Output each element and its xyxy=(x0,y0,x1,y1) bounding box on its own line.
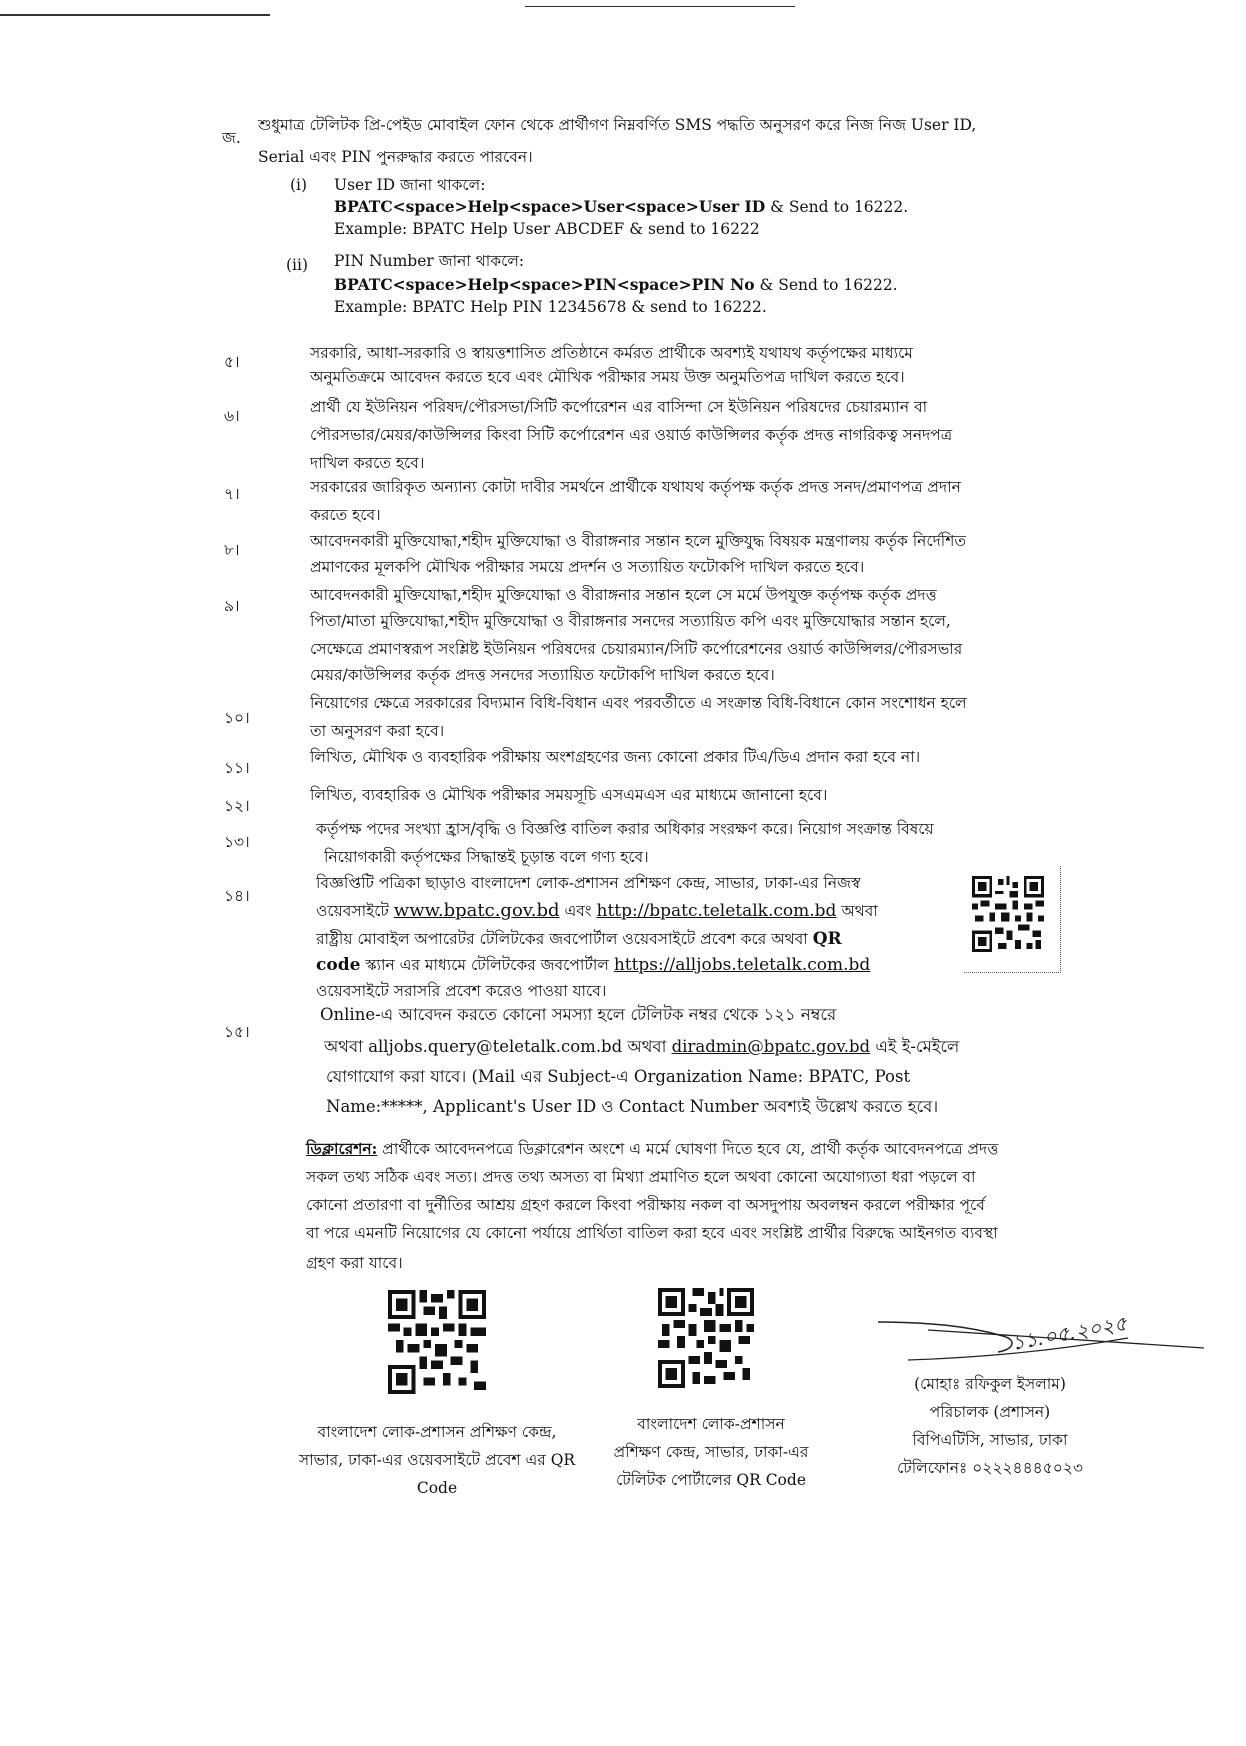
item-14-text: রাষ্ট্রীয় মোবাইল অপারেটর টেলিটকের জবপোর্টাল ওয়েবসাইটে প্রবেশ করে অথবা xyxy=(316,930,813,948)
declaration-label: ডিক্লারেশন: xyxy=(306,1139,378,1158)
item-line: নিয়োগের ক্ষেত্রে সরকারের বিদ্যমান বিধি-বিধান এবং পরবর্তীতে এ সংক্রান্ত বিধি-বিধানে কোন সংশোধন হলে xyxy=(310,694,967,712)
sms-item-i-heading: User ID জানা থাকলে: xyxy=(334,176,486,194)
item-line: সেক্ষেত্রে প্রমাণস্বরূপ সংশ্লিষ্ট ইউনিয়ন পরিষদের চেয়ারম্যান/সিটি কর্পোরেশনের ওয়ার্ড কাউন্সিলর/পৌরসভার xyxy=(310,640,963,658)
item-15-line-2 xyxy=(324,1036,959,1058)
item-line: প্রার্থী যে ইউনিয়ন পরিষদ/পৌরসভা/সিটি কর্পোরেশন এর বাসিন্দা সে ইউনিয়ন পরিষদের চেয়ারম্যান বা xyxy=(310,398,928,416)
declaration-line-5: গ্রহণ করা যাবে। xyxy=(306,1254,403,1272)
item-number: ১১। xyxy=(224,759,250,777)
scan-artifact-line xyxy=(525,6,795,7)
item-14-text: ওয়েবসাইটে xyxy=(316,902,394,920)
caption-line: প্রশিক্ষণ কেন্দ্র, সাভার, ঢাকা-এর xyxy=(613,1443,809,1461)
sms-item-i-command-suffix: & Send to 16222. xyxy=(765,198,909,216)
item-line: লিখিত, ব্যবহারিক ও মৌখিক পরীক্ষার সময়সূচি এসএমএস এর মাধ্যমে জানানো হবে। xyxy=(310,786,828,804)
item-15-line-3: যোগাযোগ করা যাবে। (Mail এর Subject-এ Organization Name: BPATC, Post xyxy=(326,1067,911,1086)
item-15-text: এই ই-মেইলে xyxy=(870,1037,960,1056)
item-14-bold: code xyxy=(316,955,361,975)
signatory-phone: টেলিফোনঃ ০২২২৪৪৪৫০২৩ xyxy=(897,1459,1083,1477)
item-line: পৌরসভার/মেয়র/কাউন্সিলর কিংবা সিটি কর্পোরেশন এর ওয়ার্ড কাউন্সিলর কর্তৃক প্রদত্ত নাগরিকত্ব সনদপত্র xyxy=(310,426,953,444)
item-line: অনুমতিক্রমে আবেদন করতে হবে এবং মৌখিক পরীক্ষার সময় উক্ত অনুমতিপত্র দাখিল করতে হবে। xyxy=(310,368,905,386)
teletalk-qr-code-small[interactable] xyxy=(972,876,1044,952)
bpatc-qr-caption xyxy=(282,1418,592,1502)
item-line: প্রমাণকের মূলকপি মৌখিক পরীক্ষার সময়ে প্রদর্শন ও সত্যায়িত ফটোকপি দাখিল করতে হবে। xyxy=(310,558,865,576)
qr-code-icon xyxy=(658,1288,754,1388)
declaration-line-1 xyxy=(306,1138,998,1160)
sms-item-i-command xyxy=(334,196,908,218)
sms-item-ii-example: Example: BPATC Help PIN 12345678 & send to 16222. xyxy=(334,298,767,316)
declaration-text: প্রার্থীকে আবেদনপত্রে ডিক্লারেশন অংশে এ মর্মে ঘোষণা দিতে হবে যে, প্রার্থী কর্তৃক আবেদনপত্রে প্রদত্ত xyxy=(377,1140,999,1158)
alljobs-teletalk-link[interactable]: https://alljobs.teletalk.com.bd xyxy=(613,955,871,975)
item-14-text: অথবা xyxy=(836,902,878,920)
signatory-title: পরিচালক (প্রশাসন) xyxy=(929,1403,1051,1421)
item-number: ৭। xyxy=(224,485,240,503)
declaration-line-3: কোনো প্রতারণা বা দুর্নীতির আশ্রয় গ্রহণ করলে কিংবা পরীক্ষায় নকল বা অসদুপায় অবলম্বন করলে পরীক্ষার পূর্বে xyxy=(306,1196,985,1214)
signatory-block xyxy=(890,1370,1090,1482)
item-number: ৫। xyxy=(224,353,240,371)
item-line: তা অনুসরণ করা হবে। xyxy=(310,722,445,740)
caption-line: বাংলাদেশ লোক-প্রশাসন xyxy=(637,1415,785,1433)
diradmin-email-link[interactable]: diradmin@bpatc.gov.bd xyxy=(671,1037,871,1056)
item-number: ৯। xyxy=(224,597,240,615)
item-line: আবেদনকারী মুক্তিযোদ্ধা,শহীদ মুক্তিযোদ্ধা ও বীরাঙ্গনার সন্তান হলে মুক্তিযুদ্ধ বিষয়ক মন্ত্রণালয় কর্তৃক নির্দেশিত xyxy=(310,532,967,550)
item-14-line-2 xyxy=(316,900,878,922)
sms-item-ii-marker: (ii) xyxy=(286,256,309,274)
item-line: নিয়োগকারী কর্তৃপক্ষের সিদ্ধান্তই চূড়ান্ত বলে গণ্য হবে। xyxy=(324,848,649,866)
qr-code-icon xyxy=(972,876,1044,952)
caption-line: টেলিটক পোর্টালের QR Code xyxy=(615,1471,806,1489)
bpatc-website-link[interactable]: www.bpatc.gov.bd xyxy=(393,900,560,921)
item-14-text: এবং xyxy=(559,902,597,920)
bpatc-teletalk-link[interactable]: http://bpatc.teletalk.com.bd xyxy=(596,901,837,921)
qr-code-icon xyxy=(388,1290,486,1394)
sms-item-ii-command xyxy=(334,274,898,296)
item-number: ১০। xyxy=(224,709,250,727)
sms-item-ii-command-text: BPATC<space>Help<space>PIN<space>PIN No xyxy=(334,275,755,294)
item-line: মেয়র/কাউন্সিলর কর্তৃক প্রদত্ত সনদের সত্যায়িত ফটোকপি দাখিল করতে হবে। xyxy=(310,666,775,684)
signatory-org: বিপিএটিসি, সাভার, ঢাকা xyxy=(912,1431,1068,1449)
sms-intro-line-1: শুধুমাত্র টেলিটক প্রি-পেইড মোবাইল ফোন থেকে প্রার্থীগণ নিম্নবর্ণিত SMS পদ্ধতি অনুসরণ করে নিজ নিজ User ID, xyxy=(258,116,977,134)
declaration-line-2: সকল তথ্য সঠিক এবং সত্য। প্রদত্ত তথ্য অসত্য বা মিথ্যা প্রমাণিত হলে অথবা কোনো অযোগ্যতা ধরা পড়লে বা xyxy=(306,1168,976,1186)
item-14-text: স্ক্যান এর মাধ্যমে টেলিটকের জবপোর্টাল xyxy=(360,956,614,974)
declaration-line-4: বা পরে এমনটি নিয়োগের যে কোনো পর্যায়ে প্রার্থিতা বাতিল করা হবে এবং সংশ্লিষ্ট প্রার্থীর বিরুদ্ধে আইনগত ব্যবস্থা xyxy=(306,1224,998,1242)
item-line: করতে হবে। xyxy=(310,506,381,524)
item-14-line-1: বিজ্ঞপ্তিটি পত্রিকা ছাড়াও বাংলাদেশ লোক-প্রশাসন প্রশিক্ষণ কেন্দ্র, সাভার, ঢাকা-এর নিজস্ব xyxy=(316,874,861,892)
item-line: কর্তৃপক্ষ পদের সংখ্যা হ্রাস/বৃদ্ধি ও বিজ্ঞপ্তি বাতিল করার অধিকার সংরক্ষণ করে। নিয়োগ সংক্রান্ত বিষয়ে xyxy=(316,820,934,838)
item-14-line-4 xyxy=(316,954,870,976)
teletalk-portal-qr-code[interactable] xyxy=(658,1288,754,1388)
item-line: সরকারের জারিকৃত অন্যান্য কোটা দাবীর সমর্থনে প্রার্থীকে যথাযথ কর্তৃপক্ষ কর্তৃক প্রদত্ত সনদ/প্রমাণপত্র প্রদান xyxy=(310,478,961,496)
sms-item-i-marker: (i) xyxy=(290,176,308,194)
handwritten-date: ১১.০৫.২০২৫ xyxy=(1009,1311,1129,1355)
item-15-line-4: Name:*****, Applicant's User ID ও Contact Number অবশ্যই উল্লেখ করতে হবে। xyxy=(326,1097,939,1116)
item-line: সরকারি, আধা-সরকারি ও স্বায়ত্তশাসিত প্রতিষ্ঠানে কর্মরত প্রার্থীকে অবশ্যই যথাযথ কর্তৃপক্ষের মাধ্যমে xyxy=(310,344,913,362)
sms-item-i-example: Example: BPATC Help User ABCDEF & send to 16222 xyxy=(334,220,760,238)
caption-line: Code xyxy=(416,1479,458,1497)
caption-line: বাংলাদেশ লোক-প্রশাসন প্রশিক্ষণ কেন্দ্র, xyxy=(317,1423,557,1441)
item-14-line-3 xyxy=(316,928,842,950)
item-14-line-5: ওয়েবসাইটে সরাসরি প্রবেশ করেও পাওয়া যাবে। xyxy=(316,982,607,1000)
sms-item-i-command-text: BPATC<space>Help<space>User<space>User ID xyxy=(334,197,766,216)
teletalk-qr-caption xyxy=(566,1410,856,1494)
item-number: ১২। xyxy=(224,797,250,815)
item-number: ১৩। xyxy=(224,833,250,851)
item-line: পিতা/মাতা মুক্তিযোদ্ধা,শহীদ মুক্তিযোদ্ধা ও বীরাঙ্গনার সনদের সত্যায়িত কপি এবং মুক্তিযোদ্ধার সন্তান হলে, xyxy=(310,612,951,630)
item-15-text: অথবা alljobs.query@teletalk.com.bd অথবা xyxy=(324,1037,672,1056)
item-number: ১৫। xyxy=(224,1023,250,1041)
item-number: ৬। xyxy=(224,407,240,425)
bpatc-website-qr-code[interactable] xyxy=(388,1290,486,1394)
sms-marker: জ. xyxy=(222,129,241,147)
item-line: লিখিত, মৌখিক ও ব্যবহারিক পরীক্ষায় অংশগ্রহণের জন্য কোনো প্রকার টিএ/ডিএ প্রদান করা হবে না। xyxy=(310,748,921,766)
item-line: দাখিল করতে হবে। xyxy=(310,454,425,472)
sms-intro-line-2: Serial এবং PIN পুনরুদ্ধার করতে পারবেন। xyxy=(258,148,533,166)
item-15-line-1: Online-এ আবেদন করতে কোনো সমস্যা হলে টেলিটক নম্বর থেকে ১২১ নম্বরে xyxy=(320,1005,837,1024)
item-line: আবেদনকারী মুক্তিযোদ্ধা,শহীদ মুক্তিযোদ্ধা ও বীরাঙ্গনার সন্তান হলে সে মর্মে উপযুক্ত কর্তৃপক্ষ কর্তৃক প্রদত্ত xyxy=(310,586,937,604)
item-number: ৮। xyxy=(224,541,240,559)
scan-artifact-line xyxy=(0,14,270,16)
sms-item-ii-command-suffix: & Send to 16222. xyxy=(754,276,898,294)
item-number: ১৪। xyxy=(224,887,250,905)
caption-line: সাভার, ঢাকা-এর ওয়েবসাইটে প্রবেশ এর QR xyxy=(298,1451,576,1469)
signatory-name: (মোহাঃ রফিকুল ইসলাম) xyxy=(914,1375,1066,1393)
item-14-bold: QR xyxy=(812,929,842,949)
sms-item-ii-heading: PIN Number জানা থাকলে: xyxy=(334,252,525,270)
